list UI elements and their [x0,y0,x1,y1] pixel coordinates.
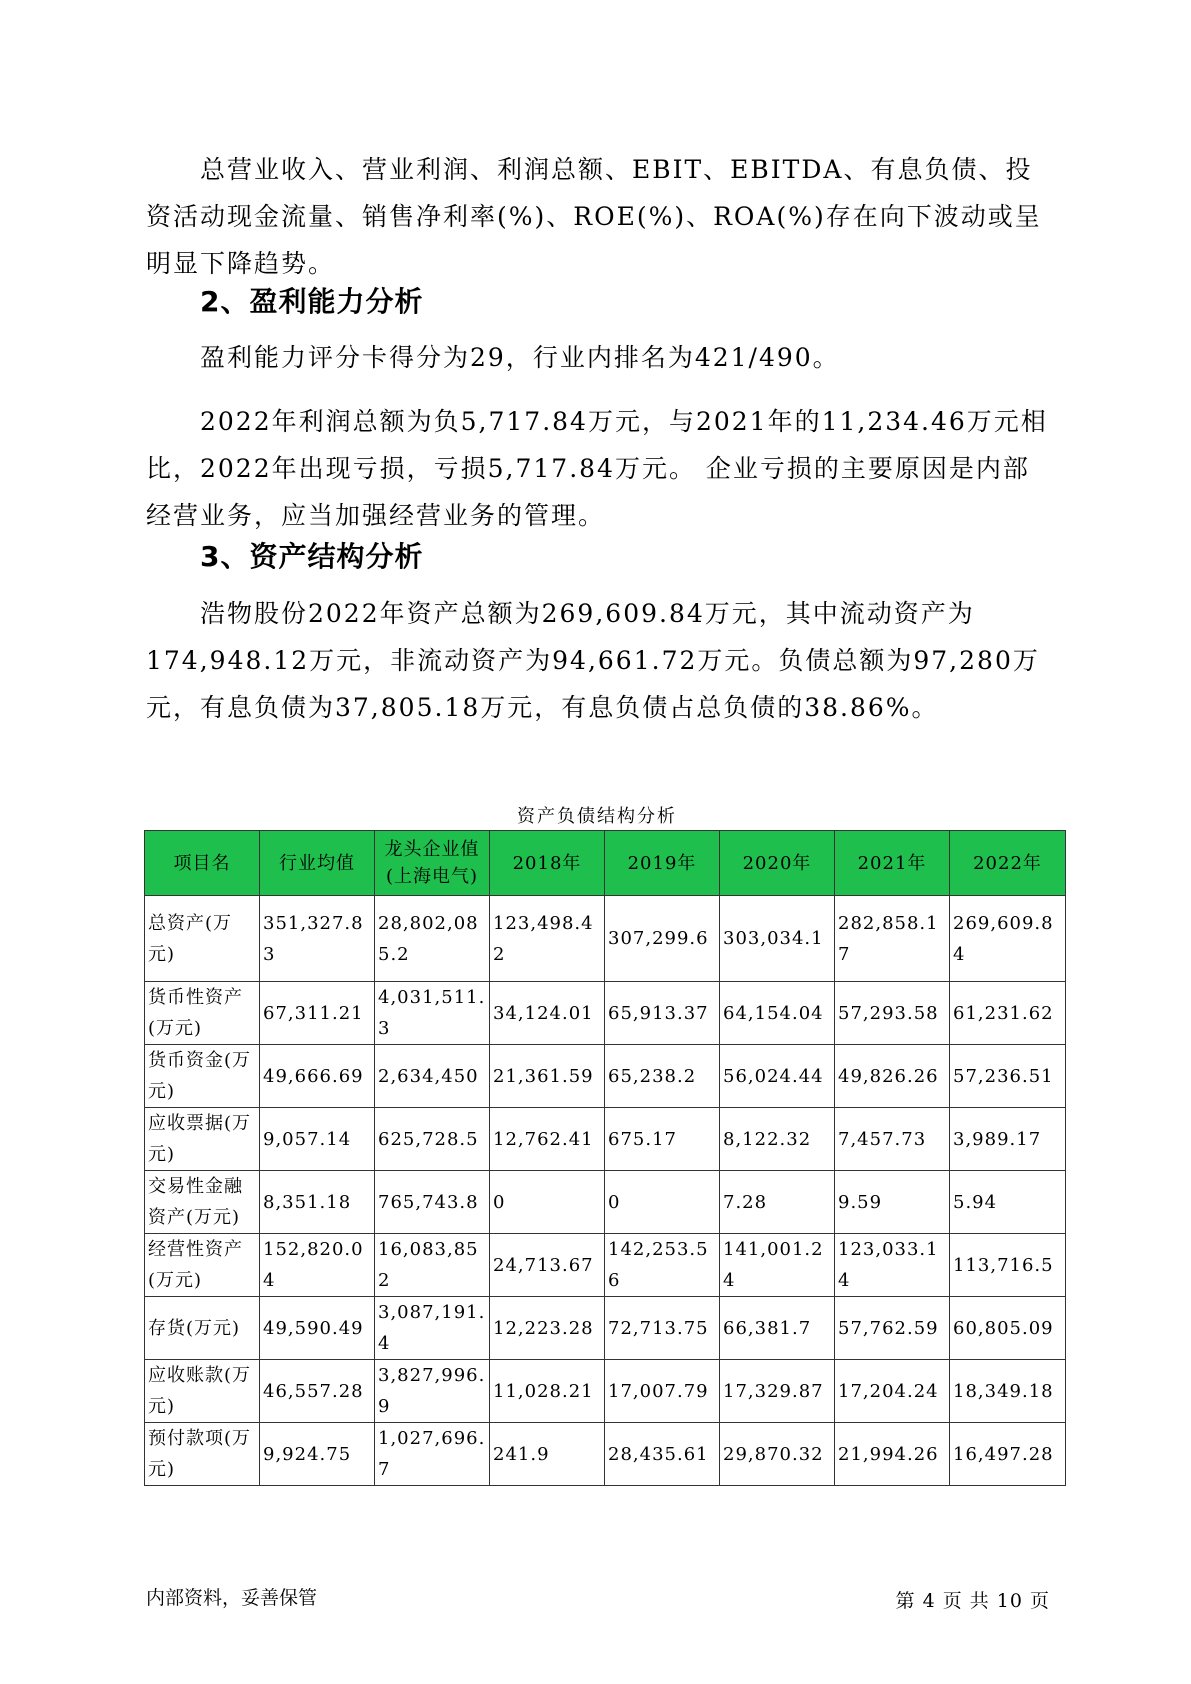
industry-average-cell: 152,820.04 [260,1234,375,1297]
value-2020-cell: 8,122.32 [720,1108,835,1171]
leader-value-cell: 2,634,450 [375,1045,490,1108]
heading-profitability-analysis: 2、盈利能力分析 [200,285,424,318]
value-2019-cell: 675.17 [605,1108,720,1171]
value-2021-cell: 49,826.26 [835,1045,950,1108]
industry-average-cell: 9,924.75 [260,1423,375,1486]
header-leader-value: 龙头企业值(上海电气) [375,831,490,896]
header-item-name: 项目名 [145,831,260,896]
leader-value-cell: 16,083,852 [375,1234,490,1297]
value-2018-cell: 12,762.41 [490,1108,605,1171]
value-2020-cell: 29,870.32 [720,1423,835,1486]
header-2018: 2018年 [490,831,605,896]
value-2019-cell: 65,238.2 [605,1045,720,1108]
value-2019-cell: 72,713.75 [605,1297,720,1360]
header-2021: 2021年 [835,831,950,896]
header-2022: 2022年 [950,831,1066,896]
item-name-cell: 货币资金(万元) [145,1045,260,1108]
value-2018-cell: 241.9 [490,1423,605,1486]
header-industry-average: 行业均值 [260,831,375,896]
value-2021-cell: 123,033.14 [835,1234,950,1297]
paragraph-asset-summary: 浩物股份2022年资产总额为269,609.84万元，其中流动资产为174,948.12万元，非流动资产为94,661.72万元。负债总额为97,280万元，有息负债为37,805.18万元，有息负债占总负债的38.86%。 [146,599,1040,722]
table-header-row [145,831,1066,896]
item-name-cell: 总资产(万元) [145,896,260,982]
table-row [145,1108,1066,1171]
value-2019-cell: 28,435.61 [605,1423,720,1486]
value-2018-cell: 123,498.42 [490,896,605,982]
industry-average-cell: 8,351.18 [260,1171,375,1234]
table-row [145,1360,1066,1423]
value-2019-cell: 17,007.79 [605,1360,720,1423]
header-2020: 2020年 [720,831,835,896]
value-2020-cell: 66,381.7 [720,1297,835,1360]
header-2019: 2019年 [605,831,720,896]
value-2020-cell: 56,024.44 [720,1045,835,1108]
value-2018-cell: 12,223.28 [490,1297,605,1360]
footer-confidential-note: 内部资料，妥善保管 [146,1587,318,1609]
value-2019-cell: 307,299.6 [605,896,720,982]
value-2020-cell: 303,034.1 [720,896,835,982]
value-2021-cell: 7,457.73 [835,1108,950,1171]
item-name-cell: 交易性金融资产(万元) [145,1171,260,1234]
table-row [145,1045,1066,1108]
value-2018-cell: 24,713.67 [490,1234,605,1297]
paragraph-profitability-score: 盈利能力评分卡得分为29，行业内排名为421/490。 [200,343,840,372]
value-2022-cell: 61,231.62 [950,982,1066,1045]
value-2019-cell: 142,253.56 [605,1234,720,1297]
value-2021-cell: 57,293.58 [835,982,950,1045]
leader-value-cell: 3,827,996.9 [375,1360,490,1423]
table-caption: 资产负债结构分析 [517,806,677,827]
value-2021-cell: 21,994.26 [835,1423,950,1486]
value-2019-cell: 0 [605,1171,720,1234]
item-name-cell: 应收账款(万元) [145,1360,260,1423]
value-2020-cell: 17,329.87 [720,1360,835,1423]
leader-value-cell: 4,031,511.3 [375,982,490,1045]
value-2020-cell: 141,001.24 [720,1234,835,1297]
item-name-cell: 经营性资产(万元) [145,1234,260,1297]
value-2022-cell: 16,497.28 [950,1423,1066,1486]
industry-average-cell: 67,311.21 [260,982,375,1045]
value-2019-cell: 65,913.37 [605,982,720,1045]
leader-value-cell: 1,027,696.7 [375,1423,490,1486]
value-2021-cell: 9.59 [835,1171,950,1234]
table-row [145,1234,1066,1297]
industry-average-cell: 49,666.69 [260,1045,375,1108]
value-2021-cell: 17,204.24 [835,1360,950,1423]
value-2020-cell: 64,154.04 [720,982,835,1045]
paragraph-profit-loss: 2022年利润总额为负5,717.84万元，与2021年的11,234.46万元相比，2022年出现亏损，亏损5,717.84万元。 企业亏损的主要原因是内部经营业务，应当加强经营业务的管理。 [146,407,1048,530]
industry-average-cell: 46,557.28 [260,1360,375,1423]
value-2022-cell: 57,236.51 [950,1045,1066,1108]
industry-average-cell: 9,057.14 [260,1108,375,1171]
item-name-cell: 存货(万元) [145,1297,260,1360]
value-2018-cell: 21,361.59 [490,1045,605,1108]
value-2022-cell: 60,805.09 [950,1297,1066,1360]
footer-page-number: 第 4 页 共 10 页 [895,1590,1050,1612]
value-2018-cell: 34,124.01 [490,982,605,1045]
value-2022-cell: 113,716.5 [950,1234,1066,1297]
value-2018-cell: 0 [490,1171,605,1234]
leader-value-cell: 3,087,191.4 [375,1297,490,1360]
leader-value-cell: 28,802,085.2 [375,896,490,982]
industry-average-cell: 49,590.49 [260,1297,375,1360]
leader-value-cell: 625,728.5 [375,1108,490,1171]
leader-value-cell: 765,743.8 [375,1171,490,1234]
table-row [145,982,1066,1045]
table-row [145,1423,1066,1486]
item-name-cell: 应收票据(万元) [145,1108,260,1171]
table-row [145,1171,1066,1234]
value-2022-cell: 5.94 [950,1171,1066,1234]
table-row [145,896,1066,982]
value-2021-cell: 57,762.59 [835,1297,950,1360]
item-name-cell: 货币性资产(万元) [145,982,260,1045]
paragraph-declining-indicators: 总营业收入、营业利润、利润总额、EBIT、EBITDA、有息负债、投资活动现金流量、销售净利率(%)、ROE(%)、ROA(%)存在向下波动或呈明显下降趋势。 [146,155,1042,278]
value-2021-cell: 282,858.17 [835,896,950,982]
industry-average-cell: 351,327.83 [260,896,375,982]
value-2018-cell: 11,028.21 [490,1360,605,1423]
item-name-cell: 预付款项(万元) [145,1423,260,1486]
value-2022-cell: 3,989.17 [950,1108,1066,1171]
balance-sheet-structure-table [144,830,1066,1486]
heading-asset-structure-analysis: 3、资产结构分析 [200,540,424,573]
table-row [145,1297,1066,1360]
value-2022-cell: 18,349.18 [950,1360,1066,1423]
value-2020-cell: 7.28 [720,1171,835,1234]
value-2022-cell: 269,609.84 [950,896,1066,982]
